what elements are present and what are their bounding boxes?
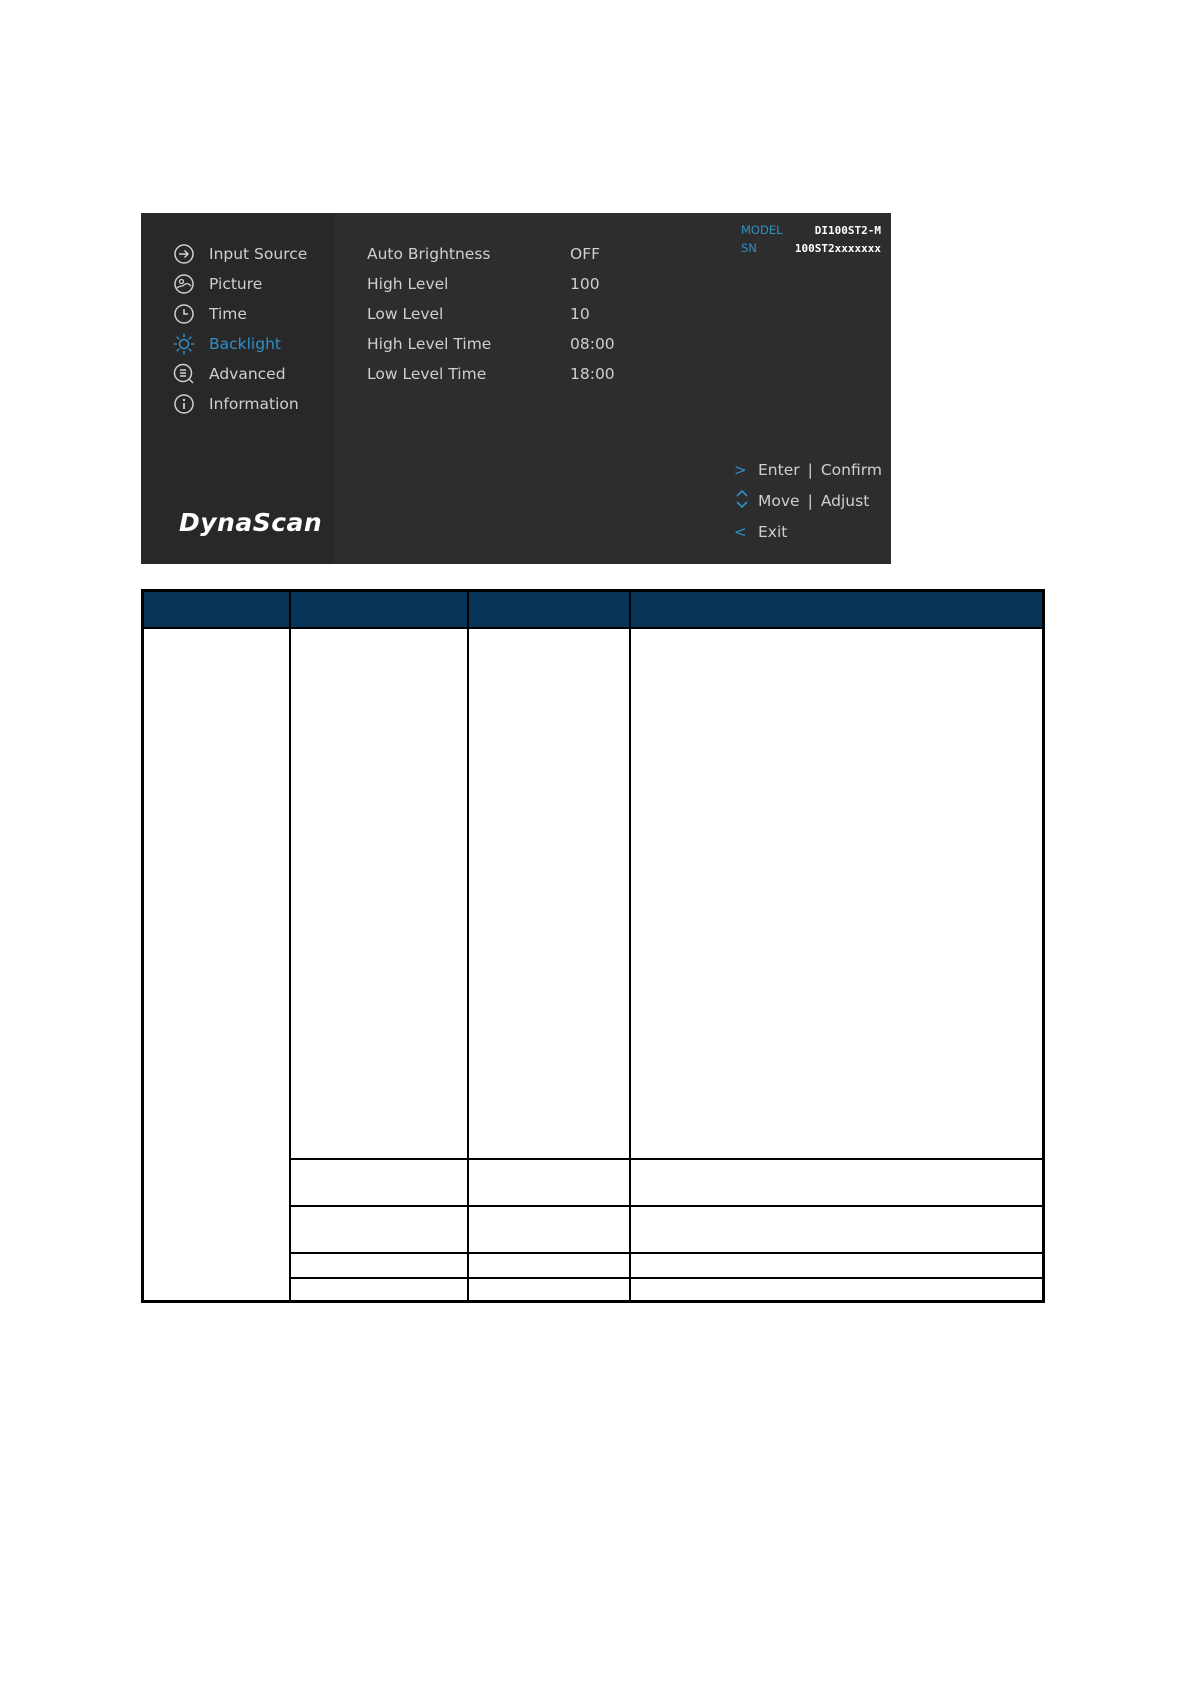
setting-value: 10 [570,305,590,323]
setting-value: OFF [570,245,601,263]
brand-logo: DynaScan [179,508,323,537]
header-cell [469,592,629,627]
chevron-left-icon: < [734,522,747,541]
header-cell [631,592,1042,627]
setting-row-high-level[interactable] [367,269,615,299]
menu-item-label: Advanced [209,365,286,383]
menu-item-label: Backlight [209,335,281,353]
setting-value: 08:00 [570,335,615,353]
key-hint-enter [734,454,882,485]
menu-item-label: Time [209,305,247,323]
menu-item-information[interactable] [173,389,307,419]
header-cell [291,592,467,627]
model-label: MODEL [741,223,783,237]
key-hint-action: Move [758,491,800,510]
column-divider [467,627,469,1300]
info-icon [173,393,195,415]
column-divider [629,627,631,1300]
setting-value: 100 [570,275,600,293]
header-rule [144,627,1042,629]
clock-icon [173,303,195,325]
sun-icon [173,333,195,355]
key-hint-separator: | [807,491,813,510]
key-hint-alt: Confirm [820,460,882,479]
menu-item-label: Information [209,395,299,413]
table-header [144,592,1042,627]
osd-main-menu [173,239,307,419]
setting-label: Auto Brightness [367,245,491,263]
setting-row-low-level[interactable] [367,299,615,329]
picture-icon [173,273,195,295]
header-cell [144,592,289,627]
column-divider [289,627,291,1300]
row-divider [289,1277,1042,1279]
menu-item-picture[interactable] [173,269,307,299]
menu-item-backlight[interactable] [173,329,307,359]
key-hint-action: Enter [758,460,800,479]
osd-menu-screenshot [141,213,891,564]
key-hints [734,454,882,547]
row-divider [289,1205,1042,1207]
chevron-up-down-icon [734,488,758,514]
key-hint-separator: | [807,460,813,479]
key-hint-action: Exit [758,522,788,541]
setting-value: 18:00 [570,365,615,383]
menu-item-advanced[interactable] [173,359,307,389]
menu-item-label: Picture [209,275,263,293]
setting-label: Low Level Time [367,365,487,383]
device-info [741,221,881,257]
row-divider [289,1158,1042,1160]
sn-value: 100ST2xxxxxxx [794,241,881,255]
menu-item-time[interactable] [173,299,307,329]
setting-row-low-level-time[interactable] [367,359,615,389]
setting-row-high-level-time[interactable] [367,329,615,359]
key-hint-move [734,485,882,516]
spec-table [141,589,1045,1303]
arrow-circle-icon [173,243,195,265]
menu-item-label: Input Source [209,245,308,263]
key-hint-exit [734,516,882,547]
setting-label: Low Level [367,305,444,323]
sn-label: SN [741,241,757,255]
menu-item-input-source[interactable] [173,239,307,269]
model-value: DI100ST2-M [814,223,881,237]
setting-row-auto-brightness[interactable] [367,239,615,269]
setting-label: High Level [367,275,449,293]
chevron-right-icon: > [734,460,747,479]
backlight-settings-list [367,239,615,389]
row-divider [289,1252,1042,1254]
setting-label: High Level Time [367,335,492,353]
key-hint-alt: Adjust [820,491,870,510]
advanced-icon [173,363,195,385]
